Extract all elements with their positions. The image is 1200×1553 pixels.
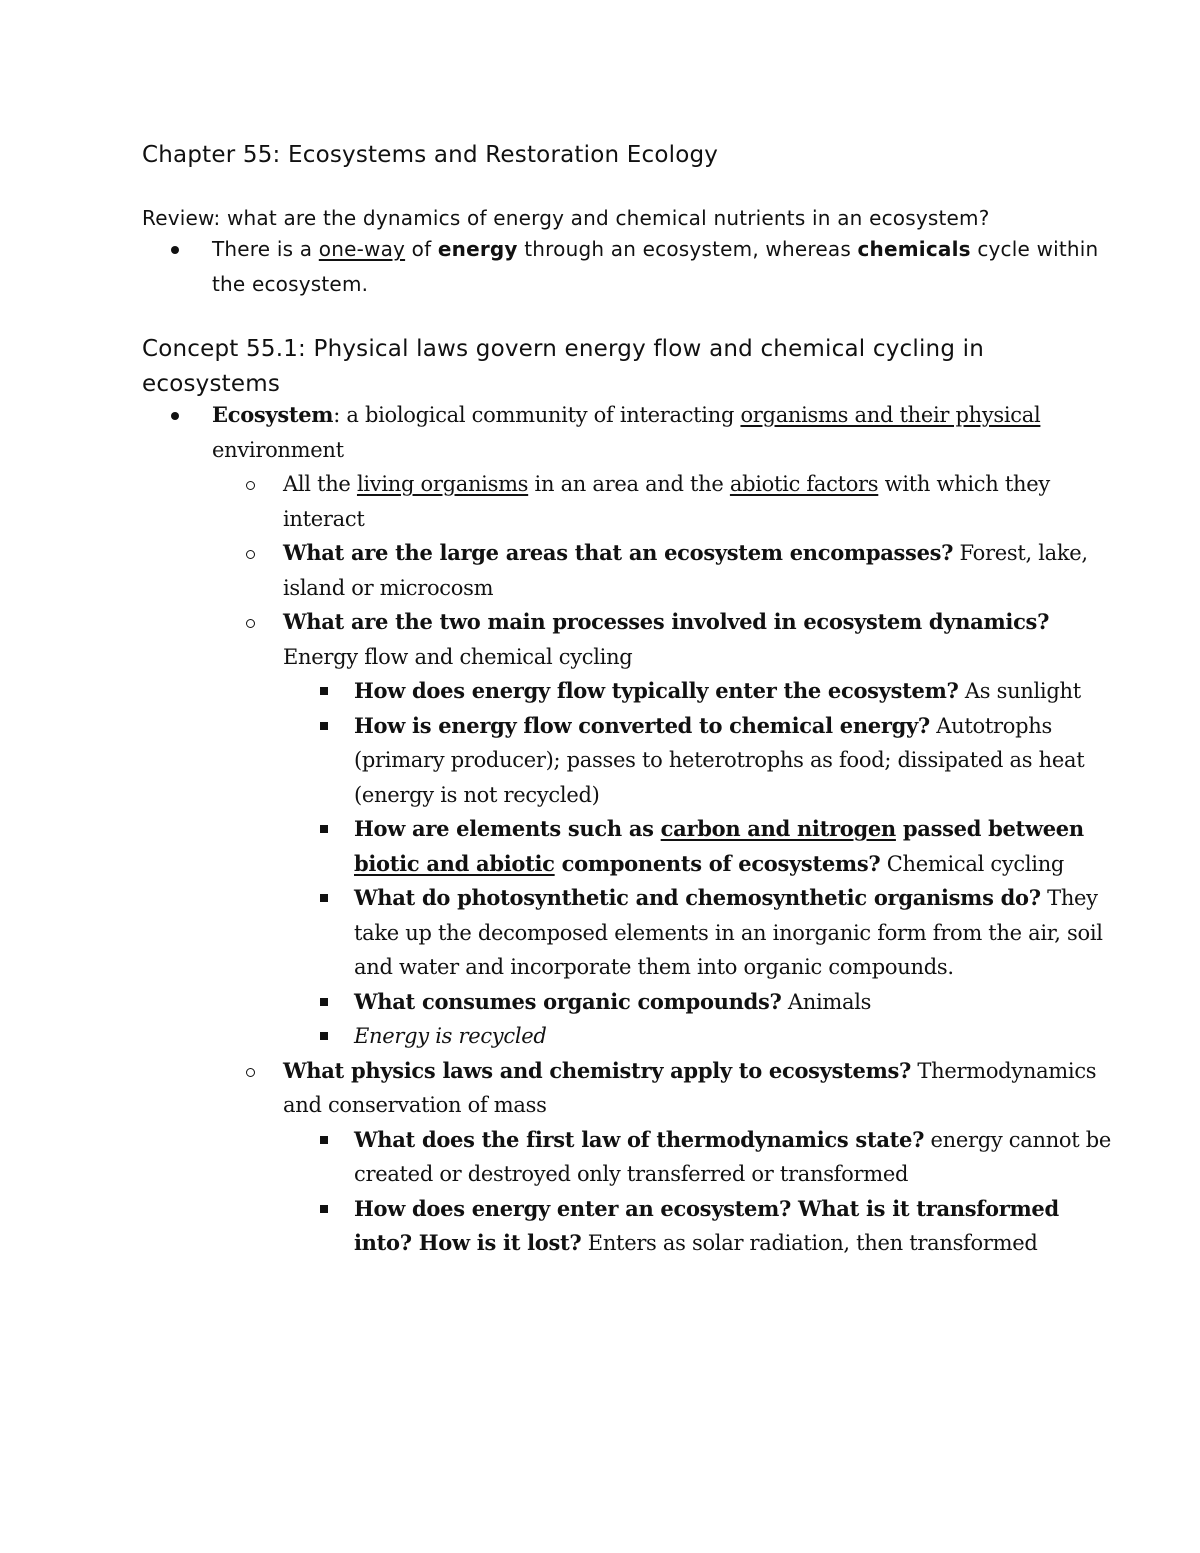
question: What consumes organic compounds? — [354, 988, 782, 1014]
question: What does the first law of thermodynamics state? — [354, 1126, 925, 1152]
list-item — [354, 674, 1112, 709]
list-item — [283, 605, 1112, 1054]
sub-sub-list — [354, 1123, 1112, 1261]
list-item — [283, 536, 1112, 605]
underlined-text: carbon and nitrogen — [660, 816, 896, 841]
answer: Enters as solar radiation, then transformed — [581, 1231, 1038, 1255]
question: How does energy enter an ecosystem? What is it transformed into? How is it lost? — [354, 1195, 1059, 1255]
answer: Energy flow and chemical cycling — [283, 644, 633, 669]
answer: Chemical cycling — [880, 851, 1065, 876]
text: through an ecosystem, whereas — [517, 237, 858, 261]
sub-sub-list — [354, 674, 1112, 1054]
question: What physics laws and chemistry apply to ecosystems? — [283, 1057, 912, 1083]
question: What are the large areas that an ecosystem encompasses? — [283, 540, 954, 565]
answer: Thermodynamics and conservation of mass — [283, 1058, 1097, 1117]
list-item — [354, 985, 1112, 1020]
list-item — [283, 1054, 1112, 1261]
review-question: Review: what are the dynamics of energy and chemical nutrients in an ecosystem? — [142, 206, 990, 230]
list-item — [354, 1019, 1112, 1054]
term: Ecosystem — [212, 402, 334, 427]
text: with which they interact — [283, 472, 1050, 531]
text: in an area and the — [528, 472, 730, 496]
answer: Forest, lake, island or microcosm — [283, 541, 1088, 600]
list-item — [354, 812, 1112, 881]
text: passed between — [895, 816, 1084, 841]
question: How does energy flow typically enter the ecosystem? — [354, 678, 959, 703]
sub-list — [283, 467, 1112, 1261]
underlined-text: abiotic factors — [729, 472, 879, 496]
underlined-text: biotic and abiotic — [354, 850, 555, 876]
concept-list — [212, 398, 1112, 1261]
page-title: Chapter 55: Ecosystems and Restoration Ecology — [142, 142, 719, 168]
review-list — [212, 232, 1112, 301]
underlined-text: one-way — [318, 237, 406, 261]
list-item — [354, 1123, 1112, 1192]
text: How are elements such as — [354, 816, 661, 841]
italic-note: Energy is recycled — [354, 1024, 547, 1048]
question: What are the two main processes involved in ecosystem dynamics? — [283, 609, 1050, 634]
text: of — [405, 237, 438, 261]
list-item — [354, 709, 1112, 813]
answer: As sunlight — [958, 679, 1081, 703]
text: environment — [212, 437, 344, 462]
list-item — [354, 1192, 1112, 1261]
list-item — [283, 467, 1112, 536]
concept-heading: Concept 55.1: Physical laws govern energy flow and chemical cycling in ecosystems — [142, 336, 984, 397]
question: How is energy flow converted to chemical energy? — [354, 712, 930, 738]
answer: Autotrophs (primary producer); passes to heterotrophs as food; dissipated as heat (energy is not recycled) — [354, 713, 1085, 807]
list-item — [212, 232, 1112, 301]
underlined-text: living organisms — [356, 472, 529, 496]
question: What do photosynthetic and chemosynthetic organisms do? — [354, 885, 1041, 910]
text: components of ecosystems? — [554, 850, 881, 876]
answer: Animals — [781, 989, 872, 1014]
answer: energy cannot be created or destroyed only transferred or transformed — [354, 1127, 1112, 1186]
bold-text: chemicals — [857, 237, 971, 261]
text: : a biological community of interacting — [333, 403, 741, 427]
bold-text: energy — [437, 237, 518, 261]
underlined-text: organisms and their physical — [740, 403, 1041, 427]
text: All the — [283, 472, 357, 496]
answer: They take up the decomposed elements in an inorganic form from the air, soil and water and incorporate them into organic compounds. — [354, 886, 1103, 979]
list-item — [212, 398, 1112, 1261]
list-item — [354, 881, 1112, 985]
text: cycle within the ecosystem. — [212, 237, 1099, 296]
text: There is a — [212, 237, 319, 261]
